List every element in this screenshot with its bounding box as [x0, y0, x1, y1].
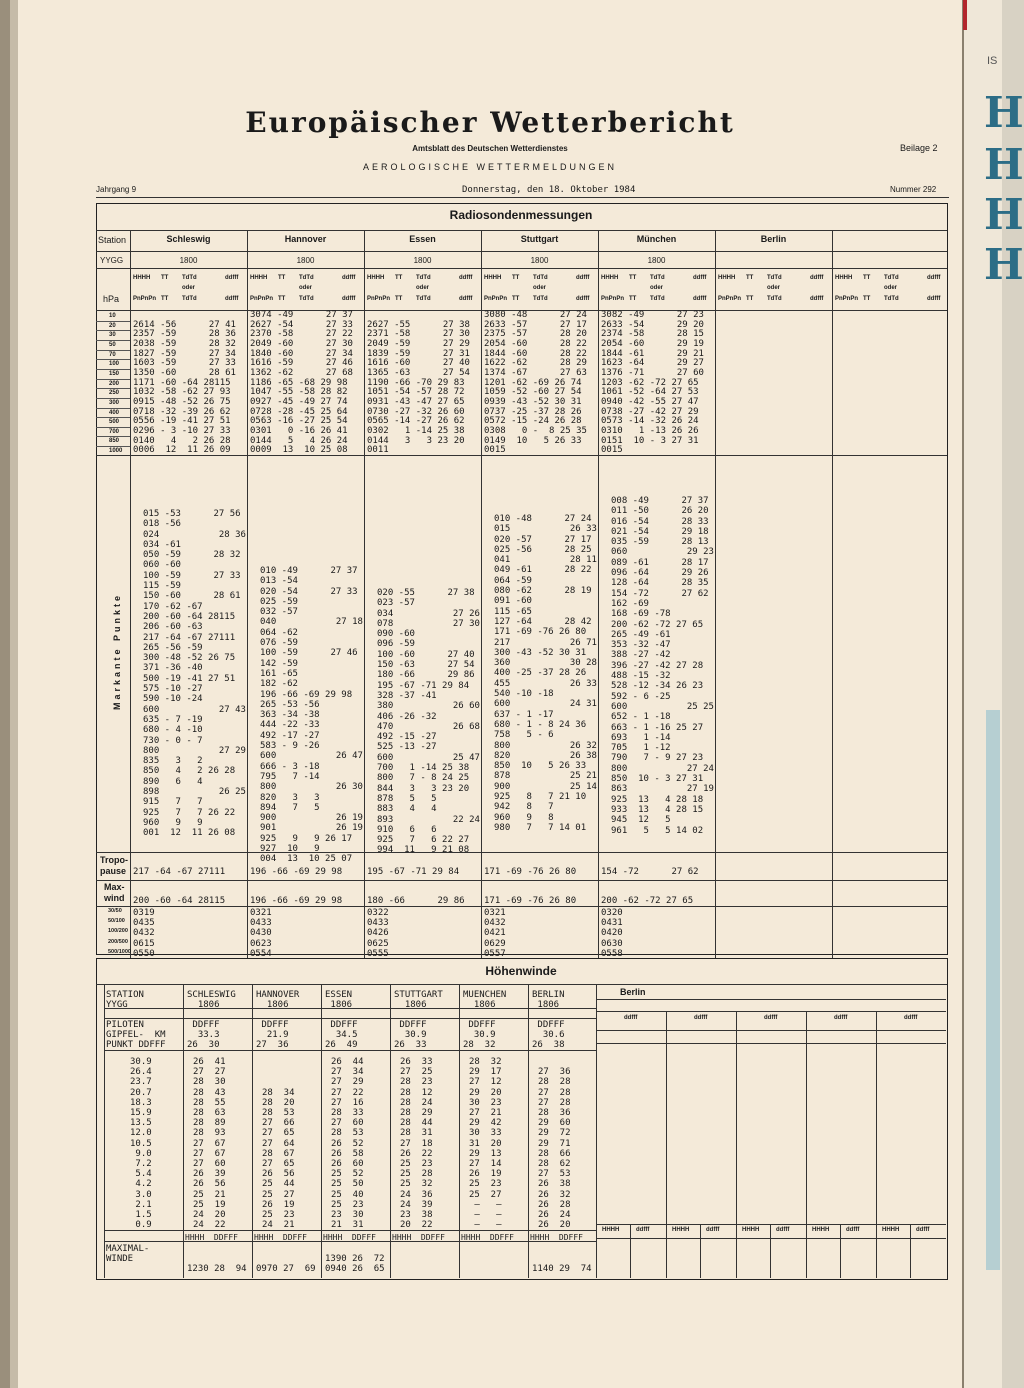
- maxwind-data: 180 -66 29 86: [367, 896, 465, 906]
- pressure-level: 300: [109, 399, 120, 406]
- column-header: TdTd: [884, 275, 899, 281]
- column-header: TT: [746, 296, 754, 302]
- rule: [96, 330, 130, 331]
- hhhh-label: HHHH: [882, 1227, 900, 1233]
- markante-punkte-data: 010 -48 27 24 015 26 33 020 -57 27 17 025 -56 28 25 041 28 11 049 -61 28 22 064 -59 080 -62 28 19 091 -60 115 -65 127 -64 28 42 171 -69 -76 26 80 217 26 71 300 -43 -52 30 31 360 30 28 400 -25 -37 28 26 455 26 33 540 -10 -18 600 24 31 637 - 1 -17 680 - 1 - 8 24 36 758 5 - 6 800 26 32 820 26 38 850 10 5 26 33 878 25 21 900 25 14 925 8 7 21 10 942 8 7 960 9 8 980 7 7 14 01: [494, 514, 597, 833]
- maxwind-data: 171 -69 -76 26 80: [484, 896, 577, 906]
- column-header: HHHH: [250, 275, 268, 281]
- ddfff-label: ddfff: [694, 1015, 708, 1021]
- column-header: HHHH: [835, 275, 853, 281]
- column-header: ddfff: [225, 275, 239, 281]
- shear-data: 0321 0432 0421 0629 0557: [484, 908, 506, 959]
- rule: [700, 1224, 701, 1278]
- rule: [910, 1224, 911, 1278]
- column-header: HHHH: [601, 275, 619, 281]
- column-header: ddfff: [576, 275, 590, 281]
- rule: [390, 984, 391, 1278]
- rule: [96, 984, 947, 985]
- hw-piloten: DDFFF 33.3 26 30: [187, 1020, 220, 1051]
- rule: [596, 984, 597, 1278]
- rule: [770, 1224, 771, 1278]
- pressure-level: 200: [109, 380, 120, 387]
- yygg-label: YYGG: [100, 256, 124, 265]
- hw-station: HANNOVER 1806: [256, 990, 300, 1011]
- ddfff-label: ddfff: [706, 1227, 720, 1233]
- pressure-level: 850: [109, 438, 120, 445]
- column-header: TT: [161, 296, 169, 302]
- rule: [666, 1011, 667, 1278]
- station-yygg: 1800: [179, 256, 198, 265]
- hw-station: SCHLESWIG 1806: [187, 990, 236, 1011]
- hw-piloten: DDFFF 30.9 28 32: [463, 1020, 496, 1051]
- hhhh-label: HHHH: [812, 1227, 830, 1233]
- pressure-level: 150: [109, 370, 120, 377]
- rule: [96, 427, 130, 428]
- rule: [596, 1224, 946, 1225]
- shear-data: 0321 0433 0430 0623 0554: [250, 908, 272, 959]
- rule: [183, 984, 184, 1278]
- rule: [96, 251, 947, 252]
- column-header: ddfff: [927, 275, 941, 281]
- pressure-level: 100: [109, 361, 120, 368]
- pressure-level: 400: [109, 409, 120, 416]
- column-header: TdTd: [884, 296, 899, 302]
- standard-level-data: 3082 -49 27 23 2633 -54 29 20 2374 -58 28 15 2054 -60 29 19 1844 -61 29 21 1623 -64 29 27 1376 -71 27 60 1203 -62 -72 27 65 1061 -52 -64 27 53 0940 -42 -55 27 47 0738 -27 -42 27 29 0573 -14 -32 26 24 0310 1 -13 26 26 0151 10 - 3 27 31 0015: [601, 310, 704, 456]
- tropopause-data: 217 -64 -67 27111: [133, 867, 226, 877]
- rule: [96, 321, 130, 322]
- next-page-letter: H: [984, 190, 1024, 239]
- hw-station: STUTTGART 1806: [394, 990, 443, 1011]
- column-header: TT: [629, 296, 637, 302]
- hw-winds: 26 33 27 25 28 23 28 12 28 24 28 29 28 44 28 31 27 18 26 22 25 23 25 28 25 32 24 36 24 39 23 38 20 22: [400, 1057, 433, 1231]
- rule: [630, 1224, 631, 1278]
- column-header: TT: [278, 296, 286, 302]
- maxwind-label: Max- wind: [104, 882, 125, 903]
- rule: [596, 1043, 946, 1044]
- page-subtitle: Amtsblatt des Deutschen Wetterdienstes: [412, 144, 568, 153]
- header-rule: [96, 197, 949, 198]
- rule: [715, 230, 716, 958]
- column-header: TdTd: [182, 296, 197, 302]
- pressure-level: 10: [109, 313, 116, 319]
- station-name: Essen: [409, 234, 436, 244]
- rule: [96, 880, 947, 881]
- column-header: TdTd: [533, 296, 548, 302]
- radiosonde-title: Radiosondenmessungen: [449, 208, 593, 222]
- column-header: TT: [746, 275, 754, 281]
- rule: [130, 230, 131, 958]
- rule: [596, 1238, 946, 1239]
- rule: [104, 984, 105, 1278]
- column-header: TT: [512, 296, 520, 302]
- pressure-level: 20: [109, 322, 116, 329]
- tropopause-data: 154 -72 27 62: [601, 867, 699, 877]
- station-name: München: [636, 234, 677, 244]
- column-header: TdTd: [182, 275, 197, 281]
- rule: [96, 268, 947, 269]
- standard-level-data: 2614 -56 27 41 2357 -59 28 36 2038 -59 28 32 1827 -59 27 34 1603 -59 27 33 1350 -60 28 61 1171 -60 -64 28115 1032 -58 -62 27 93 0915 -48 -52 26 75 0718 -32 -39 26 62 0556 -19 -41 27 51 0296 - 3 -10 27 33 0140 4 2 26 28 0006 12 11 26 09: [133, 319, 236, 456]
- rule: [96, 340, 130, 341]
- column-header: TdTd: [650, 275, 665, 281]
- hw-bottom-head: HHHH DDFFF: [461, 1233, 514, 1242]
- column-header: TdTd: [416, 275, 431, 281]
- rule: [832, 230, 833, 958]
- rule: [459, 984, 460, 1278]
- hoehenwinde-title: Höhenwinde: [485, 964, 557, 978]
- station-yygg: 1800: [530, 256, 549, 265]
- station-name: Stuttgart: [520, 234, 559, 244]
- column-header: ddfff: [342, 296, 356, 302]
- rule: [806, 1011, 807, 1278]
- station-name: Schleswig: [166, 234, 211, 244]
- column-header: PnPnPn: [718, 296, 742, 302]
- column-header: TdTd: [650, 296, 665, 302]
- column-header: TT: [863, 296, 871, 302]
- column-header-oder: oder: [767, 285, 781, 291]
- column-header: ddfff: [693, 296, 707, 302]
- pressure-level: 1000: [109, 448, 123, 455]
- column-header: ddfff: [693, 275, 707, 281]
- column-header: ddfff: [225, 296, 239, 302]
- column-header: HHHH: [133, 275, 151, 281]
- column-header: PnPnPn: [601, 296, 625, 302]
- column-header: ddfff: [576, 296, 590, 302]
- column-header: TdTd: [299, 275, 314, 281]
- ddfff-label: ddfff: [764, 1015, 778, 1021]
- column-header: PnPnPn: [484, 296, 508, 302]
- hw-maximalwinde: 1390 26 72 0940 26 65: [325, 1254, 385, 1275]
- hw-maximalwinde-label: MAXIMAL- WINDE: [106, 1244, 150, 1265]
- rule: [96, 852, 947, 853]
- column-header: ddfff: [459, 275, 473, 281]
- right-station-berlin: Berlin: [620, 987, 646, 997]
- book-binding: [0, 0, 10, 1388]
- ddfff-label: ddfff: [624, 1015, 638, 1021]
- rule: [96, 408, 130, 409]
- hw-bottom-head: HHHH DDFFF: [254, 1233, 307, 1242]
- rule: [96, 369, 130, 370]
- station-yygg: 1800: [647, 256, 666, 265]
- hw-piloten: DDFFF 30.6 26 38: [532, 1020, 565, 1051]
- maxwind-data: 200 -62 -72 27 65: [601, 896, 694, 906]
- rule: [364, 230, 365, 958]
- maxwind-data: 196 -66 -69 29 98: [250, 896, 343, 906]
- rule: [528, 984, 529, 1278]
- pressure-level: 30: [109, 332, 116, 339]
- column-header: TdTd: [416, 296, 431, 302]
- column-header: HHHH: [718, 275, 736, 281]
- column-header: ddfff: [459, 296, 473, 302]
- column-header: ddfff: [342, 275, 356, 281]
- ddfff-label: ddfff: [636, 1227, 650, 1233]
- next-page-letter: H: [984, 88, 1024, 137]
- station-name: Berlin: [760, 234, 787, 244]
- shear-data: 0319 0435 0432 0615 0550: [133, 908, 155, 959]
- column-header: TT: [395, 275, 403, 281]
- ddfff-label: ddfff: [916, 1227, 930, 1233]
- hw-maximalwinde: 0970 27 69: [256, 1264, 316, 1274]
- rule: [252, 984, 253, 1278]
- hw-bottom-head: HHHH DDFFF: [530, 1233, 583, 1242]
- page-title: Europäischer Wetterbericht: [245, 106, 735, 139]
- hw-piloten: DDFFF 21.9 27 36: [256, 1020, 289, 1051]
- markante-punkte-data: 010 -49 27 37 013 -54 020 -54 27 33 025 -59 032 -57 040 27 18 064 -62 076 -59 100 -59 27 46 142 -59 161 -65 182 -62 196 -66 -69 29 98 265 -53 -56 363 -34 -38 444 -22 -33 492 -17 -27 583 - 9 -26 600 26 47 666 - 3 -18 795 7 -14 800 26 30 820 3 3 894 7 5 900 26 19 901 26 19 925 9 9 26 17 927 10 9 004 13 10 25 07: [260, 566, 363, 865]
- hw-station: MUENCHEN 1806: [463, 990, 507, 1011]
- column-header: TT: [512, 275, 520, 281]
- column-header-oder: oder: [299, 285, 313, 291]
- next-page-letter: H: [984, 240, 1024, 289]
- column-header: TT: [395, 296, 403, 302]
- ddfff-label: ddfff: [846, 1227, 860, 1233]
- station-label: Station: [98, 235, 127, 245]
- column-header: TT: [278, 275, 286, 281]
- column-header: HHHH: [367, 275, 385, 281]
- issue-date: Donnerstag, den 18. Oktober 1984: [462, 185, 636, 195]
- station-yygg: 1800: [413, 256, 432, 265]
- shear-data: 0320 0431 0420 0630 0558: [601, 908, 623, 959]
- rule: [96, 379, 130, 380]
- shear-data: 0322 0433 0426 0625 0555: [367, 908, 389, 959]
- rule: [96, 398, 130, 399]
- next-page-letter: H: [984, 140, 1024, 189]
- rule: [96, 446, 130, 447]
- hw-station: ESSEN 1806: [325, 990, 353, 1011]
- markante-punkte-data: 008 -49 27 37 011 -50 26 20 016 -54 28 33 021 -54 29 18 035 -59 28 13 060 29 23 089 -61 28 17 096 -64 29 26 128 -64 28 35 154 -72 27 62 162 -69 168 -69 -78 200 -62 -72 27 65 265 -49 -61 353 -32 -47 388 -27 -42 396 -27 -42 27 28 488 -15 -32 528 -12 -34 26 23 592 - 6 -25 600 25 25 652 - 1 -18 663 - 1 -16 25 27 693 1 -14 705 1 -12 790 7 - 9 27 23 800 27 24 850 10 - 3 27 31 863 27 19 925 13 4 28 18 933 13 4 28 15 945 12 5 961 5 5 14 02: [611, 496, 714, 836]
- next-page-map: [986, 710, 1000, 1270]
- station-yygg: 1800: [296, 256, 315, 265]
- shear-label: 50/100: [108, 918, 125, 925]
- hw-piloten-label: PILOTEN GIPFEL- KM PUNKT DDFFF: [106, 1020, 166, 1051]
- tropopause-data: 171 -69 -76 26 80: [484, 867, 577, 877]
- column-header: PnPnPn: [835, 296, 859, 302]
- hw-maximalwinde: 1230 28 94: [187, 1264, 247, 1274]
- pressure-level: 500: [109, 419, 120, 426]
- hhhh-label: HHHH: [672, 1227, 690, 1233]
- column-header: PnPnPn: [367, 296, 391, 302]
- rule: [96, 388, 130, 389]
- rule: [104, 1018, 596, 1019]
- column-header: PnPnPn: [250, 296, 274, 302]
- column-header: TT: [629, 275, 637, 281]
- rule: [96, 359, 130, 360]
- rule: [840, 1224, 841, 1278]
- column-header-oder: oder: [533, 285, 547, 291]
- standard-level-data: 3074 -49 27 37 2627 -54 27 33 2370 -58 27 22 2049 -60 27 30 1840 -60 27 34 1616 -59 27 46 1362 -62 27 68 1186 -65 -68 29 98 1047 -55 -58 28 82 0927 -45 -49 27 74 0728 -28 -45 25 64 0563 -16 -27 25 54 0301 0 -16 26 41 0144 5 4 26 24 0009 13 10 25 08: [250, 310, 353, 456]
- rule: [321, 984, 322, 1278]
- maxwind-data: 200 -60 -64 28115: [133, 896, 226, 906]
- hw-maximalwinde: 1140 29 74: [532, 1264, 592, 1274]
- column-header: ddfff: [810, 296, 824, 302]
- rule: [96, 350, 130, 351]
- shear-label: 100/200: [108, 928, 128, 935]
- issue-number: Nummer 292: [890, 185, 937, 194]
- rule: [247, 230, 248, 958]
- beilage-label: Beilage 2: [900, 143, 938, 153]
- column-header: TdTd: [533, 275, 548, 281]
- rule: [96, 436, 130, 437]
- hw-station: BERLIN 1806: [532, 990, 565, 1011]
- hw-heights: 30.9 26.4 23.7 20.7 18.3 15.9 13.5 12.0 10.5 9.0 7.2 5.4 4.2 3.0 2.1 1.5 0.9: [130, 1057, 152, 1231]
- shear-label: 30/50: [108, 908, 122, 914]
- column-header: TdTd: [767, 296, 782, 302]
- column-header-oder: oder: [182, 285, 196, 291]
- column-header: PnPnPn: [133, 296, 157, 302]
- rule: [876, 1011, 877, 1278]
- hw-bottom-head: HHHH DDFFF: [323, 1233, 376, 1242]
- hw-winds: 28 34 28 20 28 53 27 66 27 65 27 64 28 67 27 65 26 56 25 44 25 27 26 19 25 23 24 21: [262, 1087, 295, 1231]
- ddfff-label: ddfff: [776, 1227, 790, 1233]
- hw-winds: 26 41 27 27 28 30 28 43 28 55 28 63 28 89 28 93 27 67 27 67 27 60 26 39 26 56 25 21 25 19 24 20 24 22: [193, 1057, 226, 1231]
- column-header: TT: [161, 275, 169, 281]
- hw-piloten: DDFFF 30.9 26 33: [394, 1020, 427, 1051]
- column-header-oder: oder: [416, 285, 430, 291]
- hw-winds: 28 32 29 17 27 12 29 20 30 23 27 21 29 42 30 33 31 20 29 13 27 14 26 19 25 23 25 27 — — — — — —: [469, 1057, 502, 1231]
- tropopause-data: 196 -66 -69 29 98: [250, 867, 343, 877]
- column-header: TdTd: [767, 275, 782, 281]
- tropopause-data: 195 -67 -71 29 84: [367, 867, 460, 877]
- column-header: TdTd: [299, 296, 314, 302]
- ddfff-label: ddfff: [834, 1015, 848, 1021]
- rule: [96, 417, 130, 418]
- hw-station-label: STATION YYGG: [106, 990, 144, 1011]
- column-header-oder: oder: [650, 285, 664, 291]
- rule: [596, 1030, 946, 1031]
- markante-punkte-data: 020 -55 27 38 023 -57 034 27 26 078 27 30 090 -60 096 -59 100 -60 27 40 150 -63 27 54 180 -66 29 86 195 -67 -71 29 84 328 -37 -41 380 26 60 406 -26 -32 470 26 68 492 -15 -27 525 -13 -27 600 25 47 700 1 -14 25 38 800 7 - 8 24 25 844 3 3 23 20 878 5 5 883 4 4 893 22 24 910 6 6 925 7 6 22 27 994 11 9 21 08: [377, 588, 480, 856]
- column-header: TT: [863, 275, 871, 281]
- rule: [596, 999, 946, 1000]
- rule: [596, 1011, 946, 1012]
- book-binding-edge: [10, 0, 18, 1388]
- rule: [736, 1011, 737, 1278]
- hw-bottom-head: HHHH DDFFF: [185, 1233, 238, 1242]
- column-header: ddfff: [810, 275, 824, 281]
- column-header: ddfff: [927, 296, 941, 302]
- pressure-level: 50: [109, 341, 116, 348]
- pressure-level: 700: [109, 428, 120, 435]
- ddfff-label: ddfff: [904, 1015, 918, 1021]
- red-tab: [963, 0, 967, 30]
- column-header: HHHH: [484, 275, 502, 281]
- next-page-top-text: IS: [987, 55, 998, 67]
- markante-punkte-data: 015 -53 27 56 018 -56 024 28 36 034 -61 050 -59 28 32 060 -60 100 -59 27 33 115 -59 150 -60 28 61 170 -62 -67 200 -60 -64 28115 206 -60 -63 217 -64 -67 27111 265 -56 -59 300 -48 -52 26 75 371 -36 -40 500 -19 -41 27 51 575 -10 -27 590 -10 -24 600 27 43 635 - 7 -19 680 - 4 -10 730 - 0 - 7 800 27 29 835 3 2 850 4 2 26 28 890 6 4 898 26 25 915 7 7 925 7 7 26 22 960 9 9 001 12 11 26 08: [143, 509, 246, 839]
- hw-winds: 26 44 27 34 27 29 27 22 27 16 28 33 27 60 28 53 26 52 26 58 26 60 25 52 25 50 25 40 25 23 23 30 21 31: [331, 1057, 364, 1231]
- hw-piloten: DDFFF 34.5 26 49: [325, 1020, 358, 1051]
- hw-winds: 27 36 28 28 27 28 27 28 28 36 29 60 29 72 29 71 28 66 28 62 27 53 26 38 26 32 26 28 26 24 26 20: [538, 1067, 571, 1231]
- hhhh-label: HHHH: [602, 1227, 620, 1233]
- column-header-oder: oder: [884, 285, 898, 291]
- shear-label: 200/500: [108, 938, 128, 945]
- rule: [96, 230, 947, 231]
- rule: [598, 230, 599, 958]
- tropopause-label: Tropo- pause: [100, 855, 128, 876]
- markante-punkte-label: Markante Punkte: [112, 592, 122, 710]
- pressure-level: 250: [109, 390, 120, 397]
- hhhh-label: HHHH: [742, 1227, 760, 1233]
- hw-bottom-head: HHHH DDFFF: [392, 1233, 445, 1242]
- rule: [481, 230, 482, 958]
- section-heading: AEROLOGISCHE WETTERMELDUNGEN: [362, 162, 618, 172]
- station-name: Hannover: [284, 234, 327, 244]
- standard-level-data: 2627 -55 27 38 2371 -58 27 30 2049 -59 27 29 1839 -59 27 31 1616 -60 27 40 1365 -63 27 54 1190 -66 -70 29 83 1051 -54 -57 28 72 0931 -43 -47 27 65 0730 -27 -32 26 60 0565 -14 -27 26 62 0302 1 -14 25 38 0144 3 3 23 20 0011: [367, 319, 470, 456]
- pressure-level: 70: [109, 351, 116, 358]
- shear-label: 500/1000: [108, 948, 131, 955]
- hpa-label: hPa: [103, 294, 120, 304]
- jahrgang: Jahrgang 9: [96, 185, 137, 194]
- standard-level-data: 3080 -48 27 24 2633 -57 27 17 2375 -57 28 20 2054 -60 28 22 1844 -60 28 22 1622 -62 28 29 1374 -67 27 63 1201 -62 -69 26 74 1059 -52 -60 27 54 0939 -43 -52 30 31 0737 -25 -37 28 26 0572 -15 -24 26 28 0308 0 - 8 25 35 0149 10 5 26 33 0015: [484, 310, 587, 456]
